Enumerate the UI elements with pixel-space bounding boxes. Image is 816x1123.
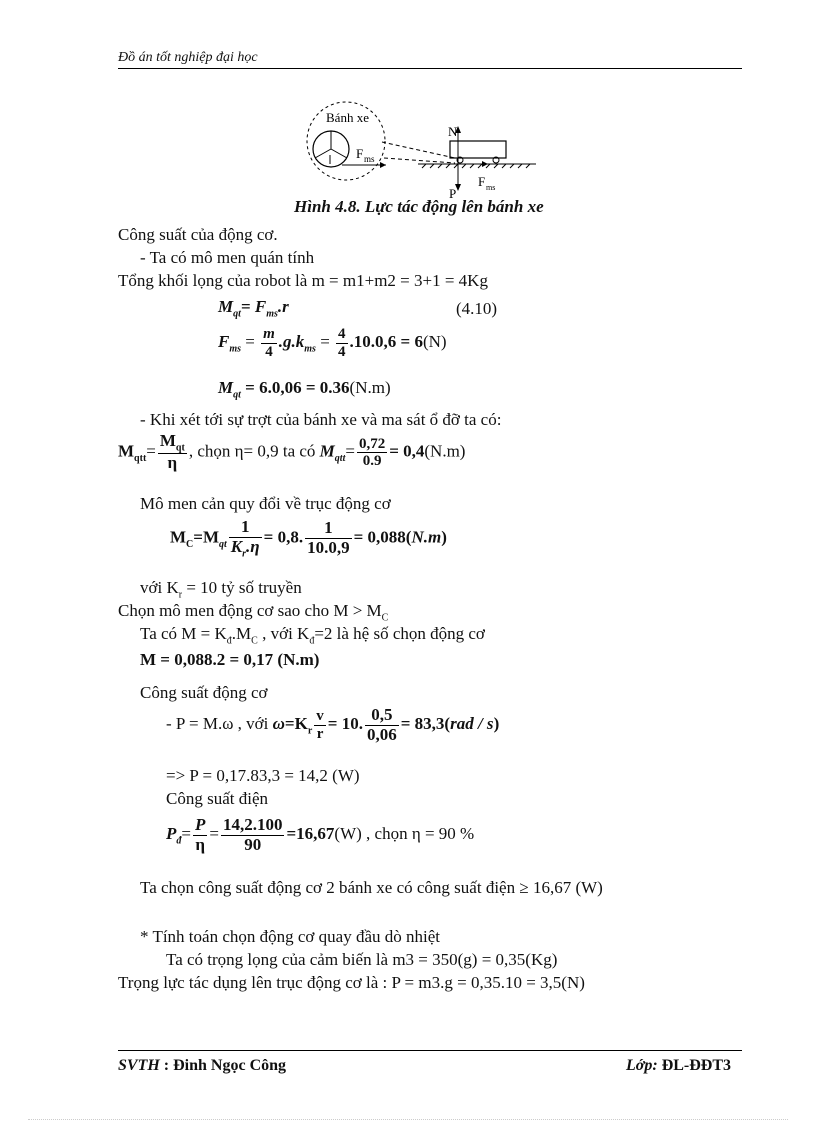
- eq2-frac1-den: 4: [265, 343, 273, 360]
- eq-power-omega: [166, 706, 499, 744]
- eq3-unit: (N.m): [349, 378, 391, 397]
- eq5-frac1-den-sub: r: [242, 548, 247, 560]
- eq4-frac2-den: 0.9: [362, 453, 382, 470]
- eq7-result: = 83,3(: [400, 714, 451, 734]
- header-rule: [118, 68, 742, 69]
- eq2-frac2-den: 4: [338, 343, 346, 360]
- wheel-force-diagram: [300, 98, 540, 203]
- eq8-result: =16,67: [286, 824, 335, 844]
- eq5-frac1-den: K: [230, 536, 243, 556]
- eq5-eq-sub: qt: [219, 538, 227, 550]
- l8-mid2: , với K: [257, 624, 310, 643]
- eq7-close: ): [493, 714, 500, 734]
- eq5-lhs: M: [170, 527, 187, 547]
- eq2-lhs: F: [218, 331, 230, 351]
- eq-mqt: [218, 297, 289, 319]
- eq7-frac-num: v: [316, 708, 324, 725]
- l8-mid: .M: [231, 624, 252, 643]
- eq4-result: = 0,4: [389, 441, 425, 461]
- eq5-mid: = 0,8.: [263, 527, 304, 547]
- fms-label: F: [356, 146, 364, 161]
- l8-text: Ta có M = K: [140, 624, 227, 643]
- eq5-frac1-den-eta: .η: [246, 536, 260, 556]
- eq-fms: [218, 326, 447, 360]
- eq7-k-sub: r: [307, 725, 313, 737]
- eq8-eta-value: = 90 %: [420, 824, 475, 844]
- l13-text: Ta chọn công suất động cơ 2 bánh xe có công suất điện: [140, 878, 516, 897]
- eq2-tail: .10.0,6 = 6: [349, 331, 423, 351]
- footer-student: [118, 1057, 286, 1075]
- line-total-mass: Tổng khối lọng của robot là m = m1+m2 = 3+1 = 4Kg: [118, 271, 488, 290]
- eq5-result: = 0,088(: [353, 527, 412, 547]
- l13-ge: ≥: [519, 878, 529, 897]
- eq4-eta: η: [234, 441, 244, 461]
- line-choose-power: [140, 878, 603, 898]
- eq4-choose: , chọn: [188, 441, 235, 461]
- line-electric-power: Công suất điện: [166, 789, 268, 808]
- eq8-frac1-den: η: [195, 834, 205, 854]
- footer-class-value: ĐL-ĐĐT3: [657, 1057, 732, 1074]
- l6-text: với K: [140, 578, 179, 597]
- l6-sub: r: [178, 589, 183, 601]
- line-sensor-motor: * Tính toán chọn động cơ quay đầu dò nhiệt: [140, 927, 440, 946]
- l8-tail: =2 là hệ số chọn động cơ: [314, 624, 485, 643]
- bottom-dotted-line: [28, 1119, 788, 1120]
- eq-number: (4.10): [456, 299, 498, 318]
- l8-sub3: đ: [309, 635, 315, 647]
- l7-sub: C: [381, 612, 389, 624]
- eq5-lhs-sub: C: [186, 538, 194, 550]
- line-inertia: - Ta có mô men quán tính: [140, 248, 315, 267]
- eq8-eq: =: [181, 824, 191, 844]
- eq-mqt-value: [218, 378, 391, 400]
- eq8-frac2-den: 90: [244, 834, 262, 854]
- eq-pd: [166, 816, 474, 854]
- eq2-eq2: =: [320, 331, 330, 351]
- eq5-eq: =M: [193, 527, 220, 547]
- eq4-eq: =: [146, 441, 156, 461]
- eq8-eq2: =: [209, 824, 219, 844]
- line-p-result: => P = 0,17.83,3 = 14,2 (W): [166, 766, 360, 785]
- l7-text: Chọn mô men động cơ sao cho M > M: [118, 601, 382, 620]
- eq5-close: ): [441, 527, 447, 547]
- l10-omega: ω: [222, 714, 234, 734]
- l13-value: 16,67 (W): [528, 878, 603, 897]
- eq2-frac2-num: 4: [338, 326, 346, 342]
- eq7-frac2-num: 0,5: [365, 706, 399, 726]
- footer-rule: [118, 1050, 742, 1051]
- line-kr: [140, 578, 302, 600]
- footer-class: [626, 1057, 731, 1075]
- eq3-lhs: M: [218, 378, 234, 397]
- eq4-eq2: =: [345, 441, 355, 461]
- eq2-mid-sub: ms: [304, 343, 316, 355]
- wheel-label: Bánh xe: [326, 110, 369, 125]
- eq1-rhs-sub: ms: [266, 308, 278, 320]
- eq8-frac1-num: P: [194, 815, 206, 834]
- eq1-lhs: M: [218, 297, 234, 316]
- eq5-frac2-num: 1: [305, 519, 352, 539]
- eq7-unit: rad / s: [450, 714, 494, 734]
- eq8-unit: (W) , chọn: [334, 824, 412, 844]
- line-sensor-weight: Ta có trọng lọng của cảm biến là m3 = 350(g) = 0,35(Kg): [166, 950, 558, 969]
- eq4-frac-den: η: [167, 453, 178, 473]
- eq7-omega: ω: [272, 714, 285, 734]
- eq-mqtt: [118, 432, 465, 473]
- eq5-frac1-num: 1: [229, 518, 262, 538]
- eq7-frac-den: r: [316, 725, 324, 742]
- eq1-rhs: = F: [240, 297, 267, 316]
- footer-student-name: Đinh Ngọc Công: [173, 1057, 287, 1074]
- eq7-k: =K: [284, 714, 308, 734]
- eq5-unit: N.m: [411, 527, 442, 547]
- eq4-m-sub: qtt: [334, 452, 346, 464]
- eq4-m: M: [319, 441, 335, 461]
- eq-m-value: M = 0,088.2 = 0,17 (N.m): [140, 650, 320, 669]
- eq-mc: [170, 518, 447, 559]
- line-resistive-moment: Mô men cản quy đổi về trục động cơ: [140, 494, 391, 513]
- eq1-lhs-sub: qt: [233, 308, 241, 320]
- eq2-mid: .g.k: [278, 331, 305, 351]
- line-motor-power: Công suất động cơ: [140, 683, 268, 702]
- eq4-unit: (N.m): [424, 441, 466, 461]
- eq8-lhs: P: [166, 824, 177, 844]
- eq2-unit: (N): [422, 331, 447, 351]
- line-choose-moment: [118, 601, 388, 623]
- page-header-title: Đồ án tốt nghiệp đại học: [118, 50, 258, 65]
- normal-force-label: N: [448, 124, 458, 139]
- eq3-sub: qt: [233, 389, 241, 401]
- footer-class-label: Lớp:: [626, 1057, 658, 1074]
- fms-sub: ms: [364, 154, 375, 164]
- fms2-label: F: [478, 174, 486, 189]
- eq8-eta: η: [411, 824, 421, 844]
- l10-text: - P = M.: [166, 714, 223, 734]
- eq4-frac-num: M: [159, 431, 176, 450]
- footer-student-sep: :: [159, 1057, 174, 1074]
- line-gravity-force: Trọng lực tác dụng lên trục động cơ là : P = m3.g = 0,35.10 = 3,5(N): [118, 973, 585, 992]
- eq2-frac1-num: m: [263, 326, 275, 342]
- weight-label: P: [449, 186, 457, 201]
- eq2-lhs-sub: ms: [229, 343, 242, 355]
- line-slip: - Khi xét tới sự trợt của bánh xe và ma sát ổ đỡ ta có:: [140, 410, 502, 429]
- eq2-eq: =: [245, 331, 255, 351]
- eq4-frac-num-sub: qt: [175, 442, 185, 454]
- line-kd: [140, 624, 485, 646]
- figure-caption: Hình 4.8. Lực tác động lên bánh xe: [294, 197, 544, 216]
- l6-tail: = 10 tỷ số truyền: [182, 578, 302, 597]
- eq4-frac2-num: 0,72: [358, 435, 386, 452]
- eq1-rhs2: .r: [277, 297, 289, 316]
- eq8-frac2-num: 14,2.100: [222, 815, 283, 834]
- eq4-lhs: M: [118, 441, 135, 461]
- fms2-sub: ms: [486, 183, 496, 192]
- eq4-lhs-sub: qtt: [134, 452, 147, 464]
- l10-with: , với: [233, 714, 269, 734]
- l8-sub2: C: [251, 635, 258, 647]
- eq4-eta-value: = 0,9 ta có: [243, 441, 316, 461]
- l8-sub: đ: [226, 635, 232, 647]
- footer-student-label: SVTH: [118, 1057, 160, 1074]
- line-power-title: Công suất của động cơ.: [118, 225, 278, 244]
- eq3-val: = 6.0,06 = 0.36: [245, 378, 350, 397]
- eq7-frac2-den: 0,06: [366, 724, 397, 744]
- eq8-lhs-sub: đ: [176, 835, 182, 847]
- eq7-mid: = 10.: [327, 714, 363, 734]
- eq5-frac2-den: 10.0,9: [307, 538, 350, 558]
